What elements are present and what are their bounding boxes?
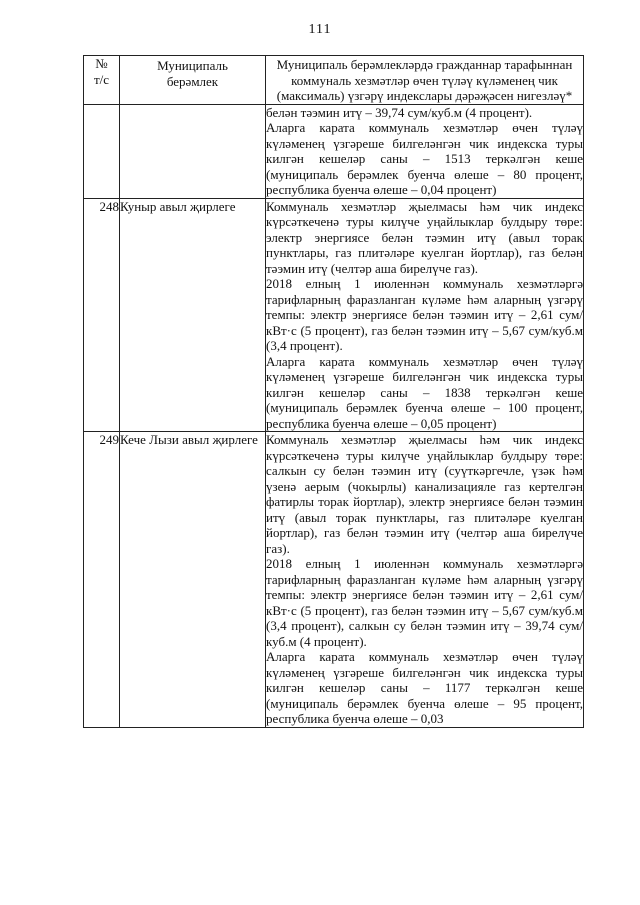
row-municipality: Куныр авыл җирлеге	[120, 198, 266, 432]
description-paragraph: Аларга карата коммуналь хезмәтләр өчен түләү күләменең үзгәреше билгеләнгән чик индекска туры килгән кешеләр саны – 1177 теркәлгән кеше (муниципаль берәмлек буенча өлеше – 95 процент, республика буенча өлеше – 0,03	[266, 649, 583, 726]
page-number: 111	[308, 22, 332, 37]
description-paragraph: 2018 елның 1 июленнән коммуналь хезмәтләргә тарифларның фаразланган күләме һәм аларның үзгәрү темпы: электр энергиясе белән тәэмин итү – 2,61 сум/кВт·с (5 процент), газ белән тәэмин итү – 5,67 сум/куб.м (3,4 процент).	[266, 276, 583, 353]
row-number	[84, 104, 120, 198]
header-number-line2: т/с	[93, 71, 110, 87]
description-paragraph: Коммуналь хезмәтләр җыелмасы һәм чик индекс күрсәткеченә туры килүче уңайлыклар булдыру төре: электр энергиясе белән тәэмин итү (авыл торак пунктлары, газ плитәләре куелган йортлар), газ белән тәэмин итү (челтәр аша бирелүче газ).	[266, 198, 583, 276]
index-table	[83, 55, 584, 728]
description-paragraph: 2018 елның 1 июленнән коммуналь хезмәтләргә тарифларның фаразланган күләме һәм аларның үзгәрү темпы: электр энергиясе белән тәэмин итү – 2,61 сум/кВт·с (5 процент), газ белән тәэмин итү – 5,67 сум/куб.м (3,4 процент), салкын су белән тәэмин итү – 39,74 сум/куб.м (4 процент).	[266, 556, 583, 649]
header-municipality: Муниципаль берәмлек	[120, 56, 266, 105]
description-paragraph: Аларга карата коммуналь хезмәтләр өчен түләү күләменең үзгәреше билгеләнгән чик индекска туры килгән кешеләр саны – 1838 теркәлгән кеше (муниципаль берәмлек буенча өлеше – 100 процент, республика буенча өлеше – 0,05 процент)	[266, 353, 583, 431]
row-number: 249	[84, 432, 120, 728]
description-paragraph: Аларга карата коммуналь хезмәтләр өчен түләү күләменең үзгәреше билгеләнгән чик индекска туры килгән кешеләр саны – 1513 теркәлгән кеше (муниципаль берәмлек буенча өлеше – 80 процент, республика буенча өлеше – 0,04 процент)	[266, 120, 583, 197]
table-header-row	[84, 56, 584, 105]
row-municipality	[120, 104, 266, 198]
header-number-line1: №	[95, 56, 108, 71]
header-number	[84, 56, 120, 105]
header-description: Муниципаль берәмлекләрдә гражданнар тарафыннан коммуналь хезмәтләр өчен түләү күләменең чик (максималь) үзгәрү индекслары дәрәҗәсен нигезләү*	[266, 56, 584, 105]
table-row	[84, 432, 584, 728]
row-number: 248	[84, 198, 120, 432]
row-description	[266, 198, 584, 432]
description-paragraph: белән тәэмин итү – 39,74 сум/куб.м (4 процент).	[266, 104, 533, 120]
row-description	[266, 104, 584, 198]
row-description	[266, 432, 584, 728]
description-paragraph: Коммуналь хезмәтләр җыелмасы һәм чик индекс күрсәткеченә туры килүче уңайлыклар булдыру төре: салкын су белән тәэмин итү (суүткәргечле, үзәк һәм үзенә аерым (чокырлы) канализацияле газ кертелгән фатирлы торак йортлар), электр энергиясе белән тәэмин итү (авыл торак пунктлары, газ плитәләре куелган йортлар), газ белән тәэмин итү (челтәр аша бирелүче газ).	[266, 432, 583, 556]
row-municipality: Кече Лызи авыл җирлеге	[120, 432, 266, 728]
table-row	[84, 198, 584, 432]
table-row	[84, 104, 584, 198]
